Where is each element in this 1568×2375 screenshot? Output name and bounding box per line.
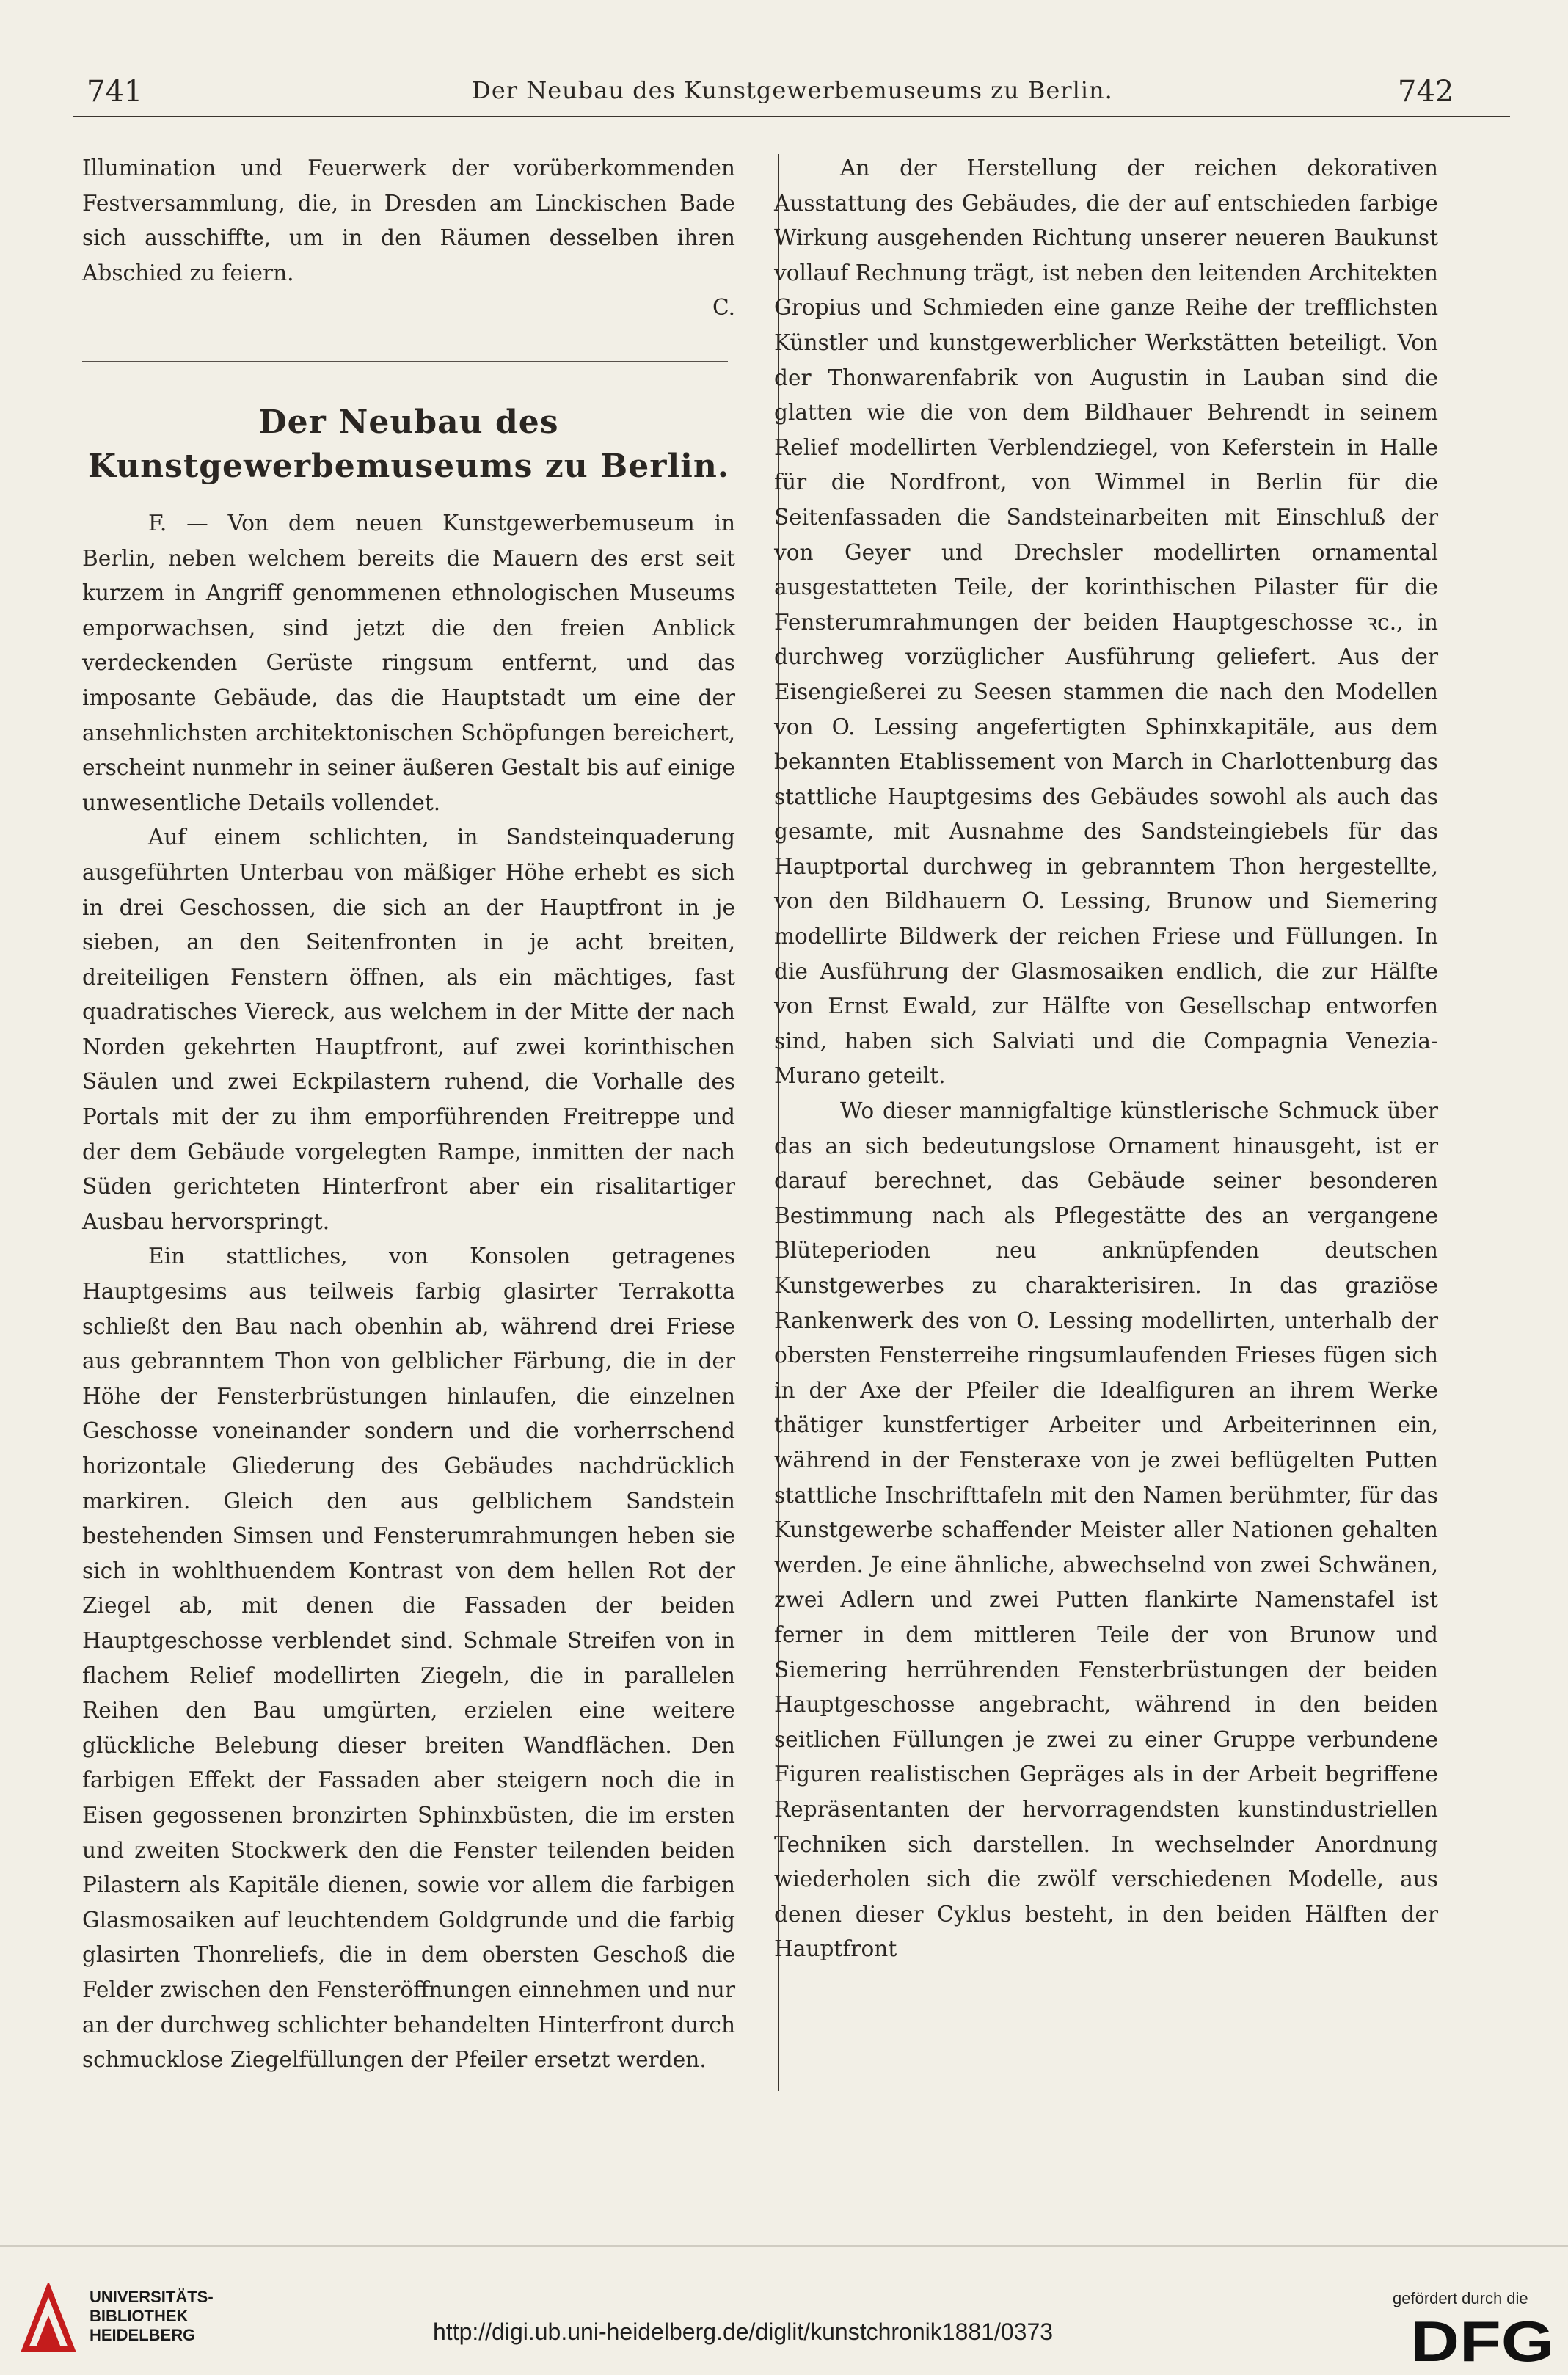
footer-divider xyxy=(0,2245,1568,2247)
paragraph: Wo dieser mannigfaltige künstlerische Schmuck über das an sich bedeutungslose Ornament hinausgeht, ist er darauf berechnet, das Gebäude seiner besonderen Bestimmung nach als Pflegestätte des an vergangene Blüteperioden neu anknüpfenden deutschen Kunstgewerbes zu charakterisiren. In das graziöse Rankenwerk des von O. Lessing modellirten, unterhalb der obersten Fensterreihe ringsumlaufenden Frieses fügen sich in der Axe der Pfeiler die Idealfiguren an ihrem Werke thätiger kunstfertiger Arbeiter und Arbeiterinnen ein, während in der Fensteraxe von je zwei beflügelten Putten stattliche Inschrifttafeln mit den Namen berühmter, für das Kunstgewerbe schaffender Meister aller Nationen gehalten werden. Je eine ähnliche, abwechselnd von zwei Schwänen, zwei Adlern und zwei Putten flankirte Namenstafel ist ferner in dem mittleren Teile der von Brunow und Siemering herrührenden Fensterbrüstungen der beiden Hauptgeschosse angebracht, während in den beiden seitlichen Füllungen je zwei zu einer Gruppe verbundene Figuren realistischen Gepräges als in der Arbeit begriffene Repräsentanten der hervorragendsten kunstindustriellen Techniken sich darstellen. In wechselnder Anordnung wiederholen sich die zwölf verschiedenen Modelle, aus denen dieser Cyklus besteht, in den beiden Hälften der Hauptfront xyxy=(774,1098,1438,1962)
previous-article-signature: C. xyxy=(712,295,735,321)
right-column xyxy=(774,151,1438,1967)
previous-article-tail: Illumination und Feuerwerk der vorüberkommenden Festversammlung, die, in Dresden am Linckischen Bade sich ausschiffte, um in den Räumen desselben ihren Abschied zu feiern. xyxy=(82,156,735,285)
digitization-footer xyxy=(0,2245,1568,2375)
dfg-logo-text: DFG xyxy=(1410,2313,1554,2367)
permalink-url[interactable]: http://digi.ub.uni-heidelberg.de/diglit/kunstchronik1881/0373 xyxy=(433,2319,1054,2345)
paragraph: F. — Von dem neuen Kunstgewerbemuseum in Berlin, neben welchem bereits die Mauern des erst seit kurzem in Angriff genommenen ethnologischen Museums emporwachsen, sind jetzt die den freien Anblick verdeckenden Gerüste ringsum entfernt, und das imposante Gebäude, das die Hauptstadt um eine der ansehnlichsten architektonischen Schöpfungen bereichert, erscheint nunmehr in seiner äußeren Gestalt bis auf einige unwesentliche Details vollendet. xyxy=(82,510,735,815)
page-header xyxy=(0,0,1568,117)
library-name xyxy=(90,2288,214,2345)
page-number-left: 741 xyxy=(87,75,143,109)
article-separator xyxy=(82,361,728,362)
library-name-line: UNIVERSITÄTS- xyxy=(90,2288,214,2306)
dfg-logo-icon xyxy=(1410,2313,1554,2367)
page-number-right: 742 xyxy=(1398,75,1454,109)
article-title: Der Neubau des Kunstgewerbemuseums zu Berlin. xyxy=(87,403,730,485)
paragraph: Auf einem schlichten, in Sandsteinquaderung ausgeführten Unterbau von mäßiger Höhe erhebt es sich in drei Geschossen, die sich an der Hauptfront in je sieben, an den Seitenfronten in je acht breiten, dreiteiligen Fenstern öffnen, als ein mächtiges, fast quadratisches Viereck, aus welchem in der Mitte der nach Norden gekehrten Hauptfront, auf zwei korinthischen Säulen und zwei Eckpilastern ruhend, die Vorhalle des Portals mit der zu ihm emporführenden Freitreppe und der dem Gebäude vorgelegten Rampe, inmitten der nach Süden gerichteten Hinterfront aber ein risalitartiger Ausbau hervorspringt. xyxy=(82,825,735,1234)
library-name-line: BIBLIOTHEK xyxy=(90,2307,189,2325)
university-library-logo-icon xyxy=(21,2283,76,2354)
paragraph: Ein stattliches, von Konsolen getragenes Hauptgesims aus teilweis farbig glasirter Terrakotta schließt den Bau nach obenhin ab, während drei Friese aus gebranntem Thon von gelblicher Färbung, die in der Höhe der Fensterbrüstungen hinlaufen, die einzelnen Geschosse voneinander sondern und die vorherrschend horizontale Gliederung des Gebäudes nachdrücklich markiren. Gleich den aus gelblichem Sandstein bestehenden Simsen und Fensterumrahmungen heben sie sich in wohlthuendem Kontrast von dem hellen Rot der Ziegel ab, mit denen die Fassaden der beiden Hauptgeschosse verblendet sind. Schmale Streifen von in flachem Relief modellirten Ziegeln, die in parallelen Reihen den Bau umgürten, erzielen eine weitere glückliche Belebung dieser breiten Wandflächen. Den farbigen Effekt der Fassaden aber steigern noch die in Eisen gegossenen bronzirten Sphinxbüsten, die im ersten und zweiten Stockwerk den die Fenster teilenden beiden Pilastern als Kapitäle dienen, sowie vor allem die farbigen Glasmosaiken auf leuchtendem Goldgrunde und die farbig glasirten Thonreliefs, die in dem obersten Geschoß die Felder zwischen den Fensteröffnungen einnehmen und nur an der durchweg schlichter behandelten Hinterfront durch schmucklose Ziegelfüllungen der Pfeiler ersetzt werden. xyxy=(82,1244,735,2073)
header-rule xyxy=(73,116,1510,117)
library-name-line: HEIDELBERG xyxy=(90,2326,196,2344)
left-column xyxy=(82,151,735,2078)
running-title: Der Neubau des Kunstgewerbemuseums zu Berlin. xyxy=(472,76,1113,104)
funded-by-label: gefördert durch die xyxy=(1393,2289,1528,2307)
paragraph: An der Herstellung der reichen dekorativen Ausstattung des Gebäudes, die der auf entschieden farbige Wirkung ausgehenden Richtung unserer neueren Baukunst vollauf Rechnung trägt, ist neben den leitenden Architekten Gropius und Schmieden eine ganze Reihe der trefflichsten Künstler und kunstgewerblicher Werkstätten beteiligt. Von der Thonwarenfabrik von Augustin in Lauban sind die glatten wie die von dem Bildhauer Behrendt in seinem Relief modellirten Verblendziegel, von Keferstein in Halle für die Nordfront, von Wimmel in Berlin für die Seitenfassaden die Sandsteinarbeiten mit Einschluß der von Geyer und Drechsler modellirten ornamental ausgestatteten Teile, der korinthischen Pilaster für die Fensterumrahmungen der beiden Hauptgeschosse ꝛc., in durchweg vorzüglicher Ausführung geliefert. Aus der Eisengießerei zu Seesen stammen die nach den Modellen von O. Lessing angefertigten Sphinxkapitäle, aus dem bekannten Etablissement von March in Charlottenburg das stattliche Hauptgesims des Gebäudes sowohl als auch das gesamte, mit Ausnahme des Sandsteingiebels für das Hauptportal durchweg in gebranntem Thon hergestellte, von den Bildhauern O. Lessing, Brunow und Siemering modellirte Bildwerk der reichen Friese und Füllungen. In die Ausführung der Glasmosaiken endlich, die zur Hälfte von Ernst Ewald, zur Hälfte von Gesellschap entworfen sind, haben sich Salviati und die Compagnia Venezia-Murano geteilt. xyxy=(774,156,1438,1089)
